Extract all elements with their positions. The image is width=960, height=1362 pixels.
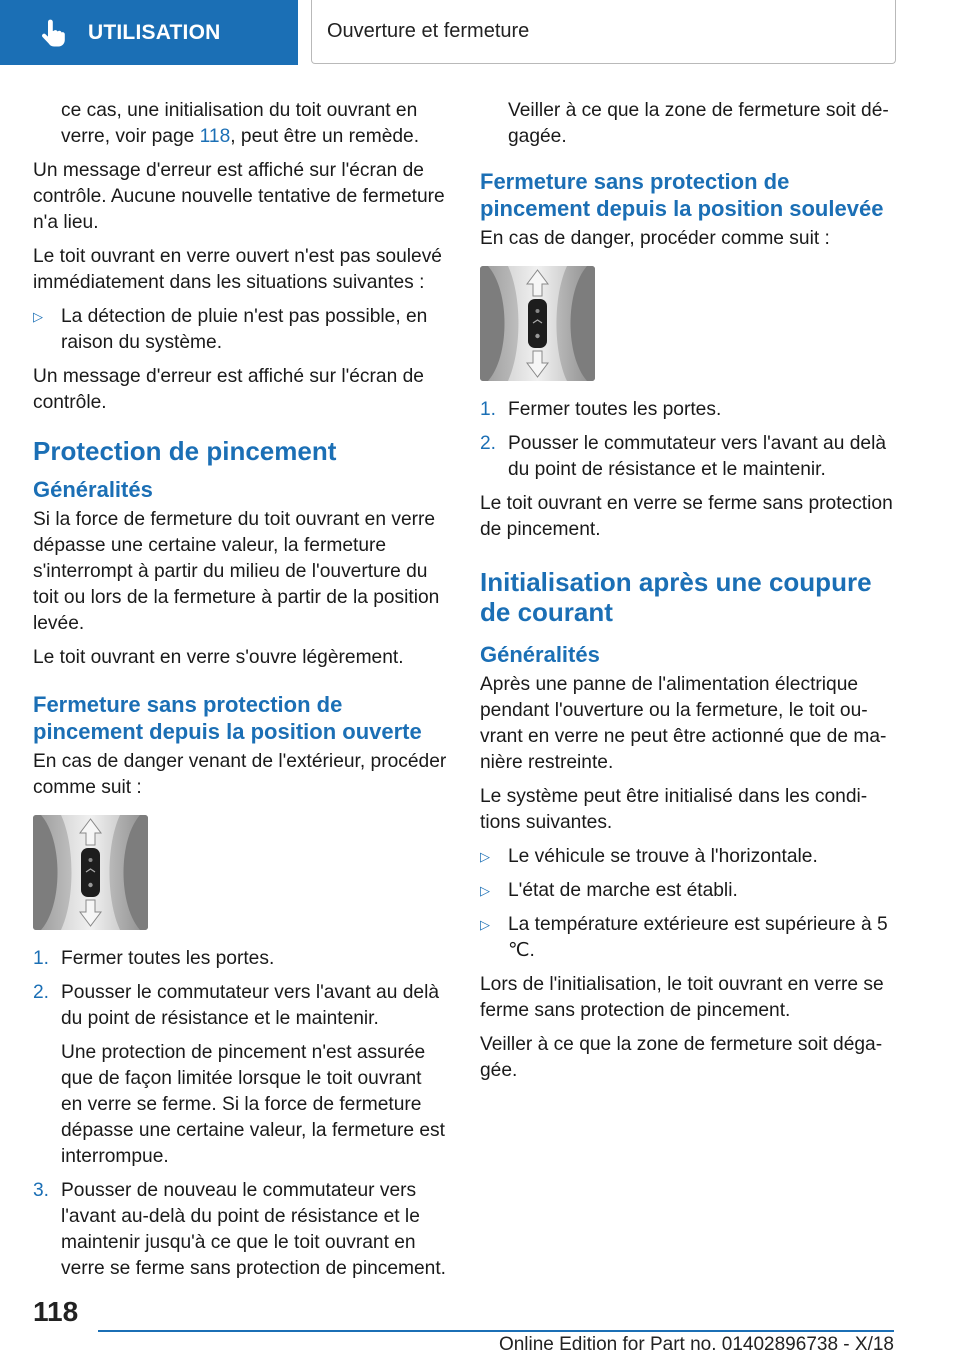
- right-column: [480, 98, 895, 1092]
- chapter-title: Ouverture et fermeture: [327, 20, 530, 42]
- paragraph: Le système peut être initialisé dans les conditions suivantes.: [480, 786, 868, 833]
- paragraph: Le toit ouvrant en verre s'ouvre légèrement.: [33, 647, 404, 668]
- paragraph: ce cas, une initialisation du toit ouvrant en verre, voir page 118, peut être un remède.: [61, 100, 420, 147]
- subsection-heading: Fermeture sans protection de pincement depuis la position ouverte: [33, 692, 422, 744]
- edition-text: Online Edition for Part no. 01402896738 - X/18: [498, 1334, 894, 1355]
- triangle-bullet-icon: ▷: [480, 883, 490, 898]
- step-number: 3.: [33, 1180, 50, 1201]
- section-tab[interactable]: [0, 0, 298, 65]
- chapter-header: [311, 0, 896, 64]
- list-item: 2. Pousser le commutateur vers l'avant au delà du point de résistance et le maintenir.: [33, 980, 448, 1032]
- paragraph: Le toit ouvrant en verre se ferme sans protection de pincement.: [480, 493, 893, 540]
- subsection-heading: Généralités: [33, 477, 153, 502]
- list-item: 1. Fermer toutes les portes.: [33, 946, 448, 972]
- paragraph: En cas de danger, procéder comme suit :: [480, 228, 830, 249]
- paragraph: Veiller à ce que la zone de fermeture soit dégagée.: [480, 1034, 883, 1081]
- section-tab-label: UTILISATION: [88, 20, 221, 44]
- paragraph: Une protection de pincement n'est assurée que de façon limitée lorsque le toit ouvrant en verre se ferme. Si la force de fermeture dépasse une certaine valeur, la fermeture est interrompue.: [61, 1042, 445, 1167]
- paragraph: Veiller à ce que la zone de fermeture soit dégagée.: [508, 100, 889, 147]
- list-item: 2. Pousser le commutateur vers l'avant au delà du point de résistance et le maintenir.: [480, 431, 895, 483]
- step-number: 1.: [480, 399, 497, 420]
- list-item: 3. Pousser de nouveau le commutateur vers l'avant au-delà du point de résistance et le maintenir jusqu'à ce que le toit ouvrant en verre se ferme sans protection de pincement.: [33, 1178, 448, 1282]
- page-number: 118: [33, 1296, 79, 1327]
- list-item: ▷ La température extérieure est supérieure à 5 ℃.: [480, 912, 895, 964]
- section-heading: Protection de pincement: [33, 436, 337, 466]
- subsection-heading: Généralités: [480, 642, 600, 667]
- list-item: ▷ Le véhicule se trouve à l'horizontale.: [480, 844, 895, 870]
- paragraph: Un message d'erreur est affiché sur l'écran de contrôle.: [33, 366, 424, 413]
- left-column: [33, 98, 448, 1290]
- footer-divider: [98, 1330, 894, 1332]
- step-number: 2.: [33, 982, 50, 1003]
- section-heading: Initialisation après une coupure de courant: [480, 567, 872, 627]
- touch-hand-icon: [40, 19, 66, 47]
- step-number: 1.: [33, 948, 50, 969]
- list-item: ▷ La détection de pluie n'est pas possible, en raison du système.: [33, 304, 448, 356]
- page-link[interactable]: 118: [199, 126, 231, 147]
- paragraph: En cas de danger venant de l'extérieur, procéder comme suit :: [33, 751, 447, 798]
- list-item: ▷ L'état de marche est établi.: [480, 878, 895, 904]
- paragraph: Lors de l'initialisation, le toit ouvrant en verre se ferme sans protection de pincement.: [480, 974, 884, 1021]
- step-number: 2.: [480, 433, 497, 454]
- triangle-bullet-icon: ▷: [33, 309, 43, 324]
- paragraph: Après une panne de l'alimentation électrique pendant l'ouverture ou la fermeture, le toit ouvrant en verre ne peut être actionné que de manière restreinte.: [480, 674, 887, 773]
- roof-switch-illustration: [33, 815, 148, 930]
- subsection-heading: Fermeture sans protection de pincement depuis la position soulevée: [480, 169, 884, 221]
- paragraph: Le toit ouvrant en verre ouvert n'est pas soulevé immédiatement dans les situations suivantes :: [33, 246, 442, 293]
- triangle-bullet-icon: ▷: [480, 917, 490, 932]
- list-item: 1. Fermer toutes les portes.: [480, 397, 895, 423]
- paragraph: Si la force de fermeture du toit ouvrant en verre dépasse une certaine valeur, la fermeture s'interrompt à partir du milieu de l'ouverture du toit ou lors de la fermeture à partir de la position levée.: [33, 509, 440, 634]
- paragraph: Un message d'erreur est affiché sur l'écran de contrôle. Aucune nouvelle tentative de fermeture n'a lieu.: [33, 160, 445, 233]
- triangle-bullet-icon: ▷: [480, 849, 490, 864]
- roof-switch-illustration: [480, 266, 595, 381]
